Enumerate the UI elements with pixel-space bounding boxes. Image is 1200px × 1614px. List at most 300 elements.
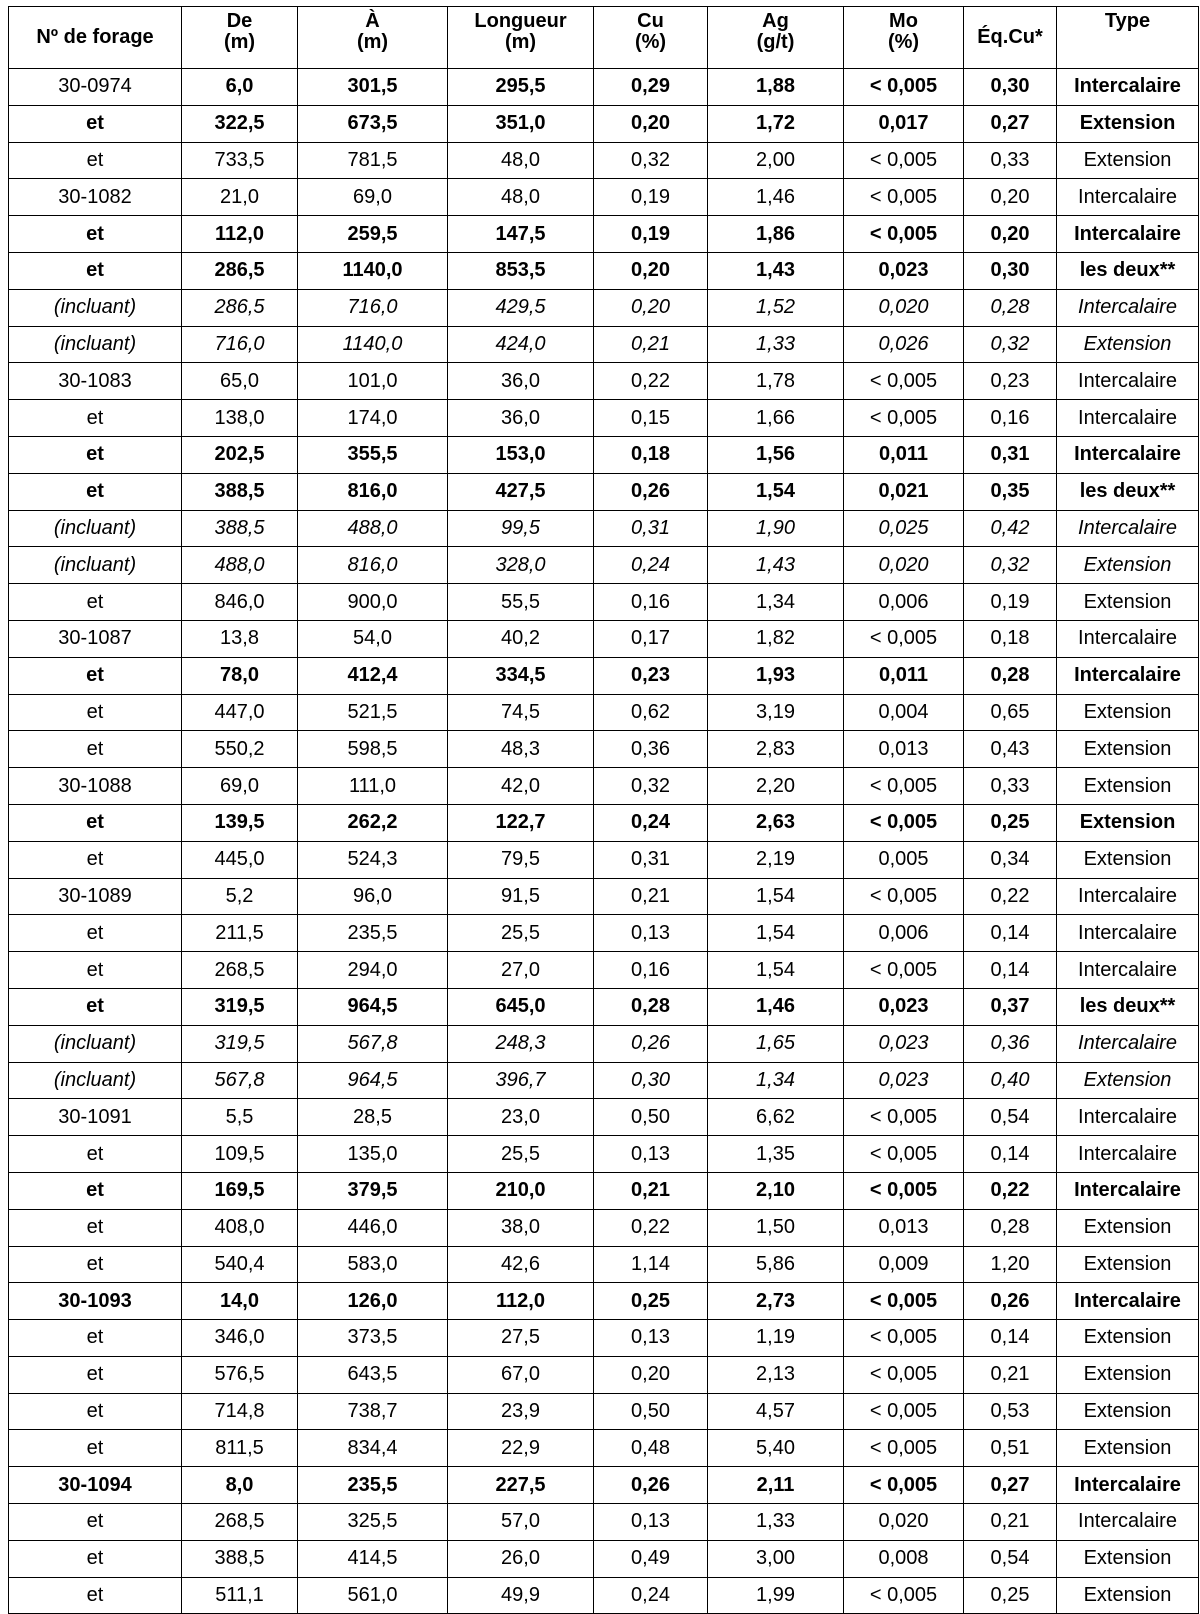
table-row [9, 1246, 1199, 1283]
cell-type: Extension [1057, 547, 1199, 584]
cell-length: 25,5 [448, 915, 594, 952]
cell-cu-equivalent: 0,31 [964, 436, 1057, 473]
cell-length: 334,5 [448, 657, 594, 694]
cell-cu: 0,49 [594, 1540, 708, 1577]
cell-to: 521,5 [298, 694, 448, 731]
cell-from: 408,0 [182, 1209, 298, 1246]
cell-type: Extension [1057, 841, 1199, 878]
cell-mo: < 0,005 [844, 142, 964, 179]
cell-length: 36,0 [448, 400, 594, 437]
cell-ag: 1,19 [708, 1320, 844, 1357]
cell-cu: 1,14 [594, 1246, 708, 1283]
cell-ag: 1,88 [708, 69, 844, 106]
cell-mo: 0,005 [844, 841, 964, 878]
cell-length: 38,0 [448, 1209, 594, 1246]
cell-mo: 0,021 [844, 473, 964, 510]
cell-cu: 0,20 [594, 105, 708, 142]
cell-from: 319,5 [182, 988, 298, 1025]
table-row [9, 915, 1199, 952]
table-row [9, 657, 1199, 694]
cell-from: 69,0 [182, 768, 298, 805]
cell-cu-equivalent: 0,25 [964, 1577, 1057, 1614]
cell-from: 576,5 [182, 1356, 298, 1393]
cell-from: 445,0 [182, 841, 298, 878]
header-mo [844, 7, 964, 69]
cell-cu: 0,48 [594, 1430, 708, 1467]
cell-type: Intercalaire [1057, 1099, 1199, 1136]
cell-cu-equivalent: 0,14 [964, 952, 1057, 989]
cell-to: 1140,0 [298, 326, 448, 363]
cell-to: 379,5 [298, 1172, 448, 1209]
cell-cu: 0,21 [594, 1172, 708, 1209]
cell-ag: 1,78 [708, 363, 844, 400]
cell-length: 79,5 [448, 841, 594, 878]
cell-cu-equivalent: 0,35 [964, 473, 1057, 510]
table-row [9, 547, 1199, 584]
cell-mo: < 0,005 [844, 363, 964, 400]
cell-mo: 0,017 [844, 105, 964, 142]
cell-to: 301,5 [298, 69, 448, 106]
cell-type: Intercalaire [1057, 510, 1199, 547]
cell-mo: 0,020 [844, 289, 964, 326]
cell-hole-number: et [9, 1172, 182, 1209]
cell-from: 6,0 [182, 69, 298, 106]
cell-cu-equivalent: 0,23 [964, 363, 1057, 400]
cell-cu: 0,24 [594, 547, 708, 584]
header-hole-number [9, 7, 182, 69]
cell-length: 48,0 [448, 142, 594, 179]
header-label: Type [1104, 10, 1151, 32]
cell-from: 447,0 [182, 694, 298, 731]
cell-mo: < 0,005 [844, 1577, 964, 1614]
cell-cu: 0,22 [594, 1209, 708, 1246]
cell-cu-equivalent: 0,27 [964, 1467, 1057, 1504]
cell-mo: < 0,005 [844, 1430, 964, 1467]
cell-type: Intercalaire [1057, 179, 1199, 216]
cell-cu-equivalent: 0,42 [964, 510, 1057, 547]
header-type [1057, 7, 1199, 69]
cell-cu: 0,19 [594, 216, 708, 253]
cell-cu-equivalent: 0,14 [964, 1320, 1057, 1357]
cell-mo: 0,020 [844, 547, 964, 584]
cell-hole-number: et [9, 400, 182, 437]
cell-cu: 0,21 [594, 878, 708, 915]
cell-length: 67,0 [448, 1356, 594, 1393]
cell-cu: 0,24 [594, 1577, 708, 1614]
header-unit: (%) [634, 31, 667, 53]
table-row [9, 1062, 1199, 1099]
cell-length: 429,5 [448, 289, 594, 326]
cell-type: Extension [1057, 1577, 1199, 1614]
cell-from: 138,0 [182, 400, 298, 437]
cell-length: 328,0 [448, 547, 594, 584]
cell-to: 561,0 [298, 1577, 448, 1614]
cell-length: 74,5 [448, 694, 594, 731]
cell-type: Extension [1057, 731, 1199, 768]
cell-cu: 0,16 [594, 952, 708, 989]
cell-length: 424,0 [448, 326, 594, 363]
cell-length: 396,7 [448, 1062, 594, 1099]
cell-length: 248,3 [448, 1025, 594, 1062]
table-row [9, 694, 1199, 731]
cell-type: Extension [1057, 694, 1199, 731]
cell-type: Intercalaire [1057, 620, 1199, 657]
cell-type: Intercalaire [1057, 400, 1199, 437]
cell-ag: 4,57 [708, 1393, 844, 1430]
cell-ag: 1,46 [708, 179, 844, 216]
cell-mo: 0,006 [844, 915, 964, 952]
cell-hole-number: 30-1088 [9, 768, 182, 805]
table-row [9, 510, 1199, 547]
cell-length: 42,6 [448, 1246, 594, 1283]
table-row [9, 326, 1199, 363]
table-row [9, 1504, 1199, 1541]
cell-ag: 2,73 [708, 1283, 844, 1320]
cell-mo: 0,026 [844, 326, 964, 363]
cell-from: 388,5 [182, 510, 298, 547]
cell-cu: 0,20 [594, 289, 708, 326]
cell-to: 446,0 [298, 1209, 448, 1246]
cell-cu-equivalent: 0,32 [964, 547, 1057, 584]
cell-length: 42,0 [448, 768, 594, 805]
cell-to: 964,5 [298, 1062, 448, 1099]
cell-mo: < 0,005 [844, 952, 964, 989]
cell-to: 412,4 [298, 657, 448, 694]
header-row [9, 7, 1199, 69]
table-body [9, 69, 1199, 1614]
cell-hole-number: (incluant) [9, 1025, 182, 1062]
table-row [9, 473, 1199, 510]
cell-cu-equivalent: 0,36 [964, 1025, 1057, 1062]
cell-length: 99,5 [448, 510, 594, 547]
cell-hole-number: et [9, 731, 182, 768]
cell-cu-equivalent: 0,20 [964, 179, 1057, 216]
cell-hole-number: et [9, 1504, 182, 1541]
cell-from: 346,0 [182, 1320, 298, 1357]
cell-mo: < 0,005 [844, 1320, 964, 1357]
header-ag [708, 7, 844, 69]
cell-ag: 1,99 [708, 1577, 844, 1614]
cell-length: 40,2 [448, 620, 594, 657]
cell-cu: 0,32 [594, 142, 708, 179]
cell-ag: 1,54 [708, 473, 844, 510]
cell-cu: 0,13 [594, 1320, 708, 1357]
table-row [9, 1099, 1199, 1136]
cell-to: 643,5 [298, 1356, 448, 1393]
cell-ag: 2,10 [708, 1172, 844, 1209]
cell-type: Extension [1057, 1209, 1199, 1246]
cell-from: 716,0 [182, 326, 298, 363]
cell-length: 23,9 [448, 1393, 594, 1430]
cell-from: 5,2 [182, 878, 298, 915]
cell-from: 109,5 [182, 1136, 298, 1173]
table-row [9, 1393, 1199, 1430]
table-row [9, 105, 1199, 142]
header-length [448, 7, 594, 69]
table-row [9, 1577, 1199, 1614]
table-row [9, 1467, 1199, 1504]
cell-to: 294,0 [298, 952, 448, 989]
cell-type: Intercalaire [1057, 878, 1199, 915]
header-unit: (%) [887, 31, 920, 53]
cell-ag: 1,43 [708, 252, 844, 289]
cell-type: Intercalaire [1057, 1172, 1199, 1209]
cell-ag: 1,34 [708, 584, 844, 621]
cell-hole-number: et [9, 473, 182, 510]
cell-mo: 0,008 [844, 1540, 964, 1577]
cell-type: Extension [1057, 105, 1199, 142]
drill-results-table [8, 6, 1199, 1614]
cell-hole-number: 30-1087 [9, 620, 182, 657]
cell-mo: < 0,005 [844, 768, 964, 805]
cell-to: 325,5 [298, 1504, 448, 1541]
cell-ag: 1,34 [708, 1062, 844, 1099]
cell-from: 488,0 [182, 547, 298, 584]
table-row [9, 216, 1199, 253]
cell-ag: 1,82 [708, 620, 844, 657]
header-unit: (m) [356, 31, 389, 53]
header-unit: (m) [223, 31, 256, 53]
cell-length: 351,0 [448, 105, 594, 142]
cell-ag: 1,90 [708, 510, 844, 547]
cell-to: 673,5 [298, 105, 448, 142]
cell-ag: 1,46 [708, 988, 844, 1025]
cell-type: Extension [1057, 1430, 1199, 1467]
cell-cu-equivalent: 0,28 [964, 657, 1057, 694]
cell-length: 48,3 [448, 731, 594, 768]
cell-ag: 1,86 [708, 216, 844, 253]
cell-hole-number: et [9, 841, 182, 878]
cell-mo: 0,004 [844, 694, 964, 731]
cell-ag: 1,93 [708, 657, 844, 694]
cell-hole-number: et [9, 1136, 182, 1173]
cell-ag: 1,72 [708, 105, 844, 142]
cell-length: 227,5 [448, 1467, 594, 1504]
cell-length: 26,0 [448, 1540, 594, 1577]
cell-cu-equivalent: 0,16 [964, 400, 1057, 437]
cell-ag: 3,19 [708, 694, 844, 731]
cell-mo: < 0,005 [844, 620, 964, 657]
cell-ag: 1,35 [708, 1136, 844, 1173]
cell-mo: 0,025 [844, 510, 964, 547]
cell-ag: 1,66 [708, 400, 844, 437]
cell-from: 8,0 [182, 1467, 298, 1504]
cell-from: 511,1 [182, 1577, 298, 1614]
cell-hole-number: 30-1094 [9, 1467, 182, 1504]
cell-to: 583,0 [298, 1246, 448, 1283]
cell-cu-equivalent: 0,33 [964, 768, 1057, 805]
cell-to: 235,5 [298, 1467, 448, 1504]
cell-hole-number: et [9, 584, 182, 621]
header-label: Ag [762, 10, 789, 32]
cell-to: 262,2 [298, 804, 448, 841]
cell-mo: 0,011 [844, 657, 964, 694]
cell-cu: 0,20 [594, 252, 708, 289]
cell-cu-equivalent: 1,20 [964, 1246, 1057, 1283]
cell-cu: 0,62 [594, 694, 708, 731]
cell-from: 268,5 [182, 1504, 298, 1541]
cell-type: Extension [1057, 1540, 1199, 1577]
cell-length: 27,5 [448, 1320, 594, 1357]
cell-ag: 5,40 [708, 1430, 844, 1467]
cell-type: Extension [1057, 1356, 1199, 1393]
cell-cu: 0,50 [594, 1393, 708, 1430]
cell-mo: < 0,005 [844, 179, 964, 216]
cell-ag: 3,00 [708, 1540, 844, 1577]
header-from [182, 7, 298, 69]
cell-mo: 0,023 [844, 252, 964, 289]
cell-mo: 0,009 [844, 1246, 964, 1283]
cell-cu: 0,18 [594, 436, 708, 473]
cell-length: 153,0 [448, 436, 594, 473]
cell-type: Extension [1057, 768, 1199, 805]
cell-mo: < 0,005 [844, 1393, 964, 1430]
cell-cu-equivalent: 0,20 [964, 216, 1057, 253]
cell-ag: 2,19 [708, 841, 844, 878]
cell-to: 355,5 [298, 436, 448, 473]
cell-length: 57,0 [448, 1504, 594, 1541]
table-row [9, 142, 1199, 179]
cell-to: 111,0 [298, 768, 448, 805]
cell-hole-number: et [9, 1430, 182, 1467]
cell-mo: < 0,005 [844, 216, 964, 253]
cell-length: 645,0 [448, 988, 594, 1025]
cell-ag: 1,52 [708, 289, 844, 326]
cell-from: 540,4 [182, 1246, 298, 1283]
cell-ag: 1,54 [708, 952, 844, 989]
cell-ag: 2,00 [708, 142, 844, 179]
cell-ag: 2,83 [708, 731, 844, 768]
header-label: De [226, 10, 253, 32]
cell-from: 268,5 [182, 952, 298, 989]
cell-from: 21,0 [182, 179, 298, 216]
cell-type: Extension [1057, 584, 1199, 621]
cell-hole-number: et [9, 142, 182, 179]
cell-to: 816,0 [298, 473, 448, 510]
cell-length: 49,9 [448, 1577, 594, 1614]
cell-type: Intercalaire [1057, 436, 1199, 473]
cell-hole-number: et [9, 1356, 182, 1393]
cell-cu-equivalent: 0,26 [964, 1283, 1057, 1320]
table-row [9, 768, 1199, 805]
table-row [9, 988, 1199, 1025]
table-row [9, 731, 1199, 768]
cell-length: 48,0 [448, 179, 594, 216]
cell-hole-number: et [9, 436, 182, 473]
cell-type: Intercalaire [1057, 216, 1199, 253]
cell-to: 716,0 [298, 289, 448, 326]
header-label: Longueur [474, 10, 567, 32]
header-label: Éq.Cu* [977, 26, 1043, 48]
cell-from: 550,2 [182, 731, 298, 768]
cell-length: 25,5 [448, 1136, 594, 1173]
cell-to: 598,5 [298, 731, 448, 768]
cell-length: 55,5 [448, 584, 594, 621]
cell-cu: 0,36 [594, 731, 708, 768]
cell-cu: 0,31 [594, 841, 708, 878]
cell-ag: 2,13 [708, 1356, 844, 1393]
cell-to: 738,7 [298, 1393, 448, 1430]
cell-ag: 2,11 [708, 1467, 844, 1504]
cell-to: 28,5 [298, 1099, 448, 1136]
cell-to: 259,5 [298, 216, 448, 253]
cell-mo: 0,020 [844, 1504, 964, 1541]
cell-from: 112,0 [182, 216, 298, 253]
cell-from: 65,0 [182, 363, 298, 400]
cell-type: Intercalaire [1057, 915, 1199, 952]
cell-cu-equivalent: 0,27 [964, 105, 1057, 142]
table-row [9, 1025, 1199, 1062]
cell-cu-equivalent: 0,22 [964, 1172, 1057, 1209]
cell-cu-equivalent: 0,43 [964, 731, 1057, 768]
cell-hole-number: et [9, 105, 182, 142]
cell-cu: 0,21 [594, 326, 708, 363]
cell-type: Intercalaire [1057, 363, 1199, 400]
cell-from: 14,0 [182, 1283, 298, 1320]
cell-type: Intercalaire [1057, 1467, 1199, 1504]
cell-hole-number: et [9, 1540, 182, 1577]
table-row [9, 1136, 1199, 1173]
cell-type: Extension [1057, 1062, 1199, 1099]
table-row [9, 1320, 1199, 1357]
cell-from: 286,5 [182, 289, 298, 326]
cell-length: 27,0 [448, 952, 594, 989]
cell-from: 211,5 [182, 915, 298, 952]
cell-hole-number: et [9, 1246, 182, 1283]
cell-mo: 0,023 [844, 988, 964, 1025]
table-row [9, 436, 1199, 473]
table-row [9, 1540, 1199, 1577]
cell-type: Intercalaire [1057, 69, 1199, 106]
cell-cu: 0,28 [594, 988, 708, 1025]
cell-mo: < 0,005 [844, 1467, 964, 1504]
cell-length: 210,0 [448, 1172, 594, 1209]
cell-from: 139,5 [182, 804, 298, 841]
cell-hole-number: et [9, 216, 182, 253]
header-unit: (m) [504, 31, 537, 53]
table-row [9, 620, 1199, 657]
cell-hole-number: et [9, 915, 182, 952]
cell-to: 54,0 [298, 620, 448, 657]
cell-to: 414,5 [298, 1540, 448, 1577]
cell-cu: 0,50 [594, 1099, 708, 1136]
cell-mo: < 0,005 [844, 1136, 964, 1173]
cell-ag: 1,43 [708, 547, 844, 584]
cell-ag: 1,54 [708, 915, 844, 952]
cell-cu: 0,26 [594, 1025, 708, 1062]
cell-cu: 0,32 [594, 768, 708, 805]
cell-hole-number: et [9, 1320, 182, 1357]
header-unit: (g/t) [756, 31, 795, 53]
table-row [9, 1430, 1199, 1467]
cell-type: les deux** [1057, 473, 1199, 510]
cell-ag: 1,33 [708, 1504, 844, 1541]
cell-hole-number: et [9, 1577, 182, 1614]
cell-from: 5,5 [182, 1099, 298, 1136]
cell-to: 567,8 [298, 1025, 448, 1062]
cell-cu-equivalent: 0,54 [964, 1099, 1057, 1136]
cell-to: 781,5 [298, 142, 448, 179]
cell-to: 126,0 [298, 1283, 448, 1320]
cell-to: 135,0 [298, 1136, 448, 1173]
cell-type: Extension [1057, 1320, 1199, 1357]
cell-hole-number: 30-1093 [9, 1283, 182, 1320]
cell-type: Intercalaire [1057, 1136, 1199, 1173]
cell-type: Intercalaire [1057, 952, 1199, 989]
cell-mo: < 0,005 [844, 804, 964, 841]
cell-cu: 0,22 [594, 363, 708, 400]
cell-cu-equivalent: 0,40 [964, 1062, 1057, 1099]
